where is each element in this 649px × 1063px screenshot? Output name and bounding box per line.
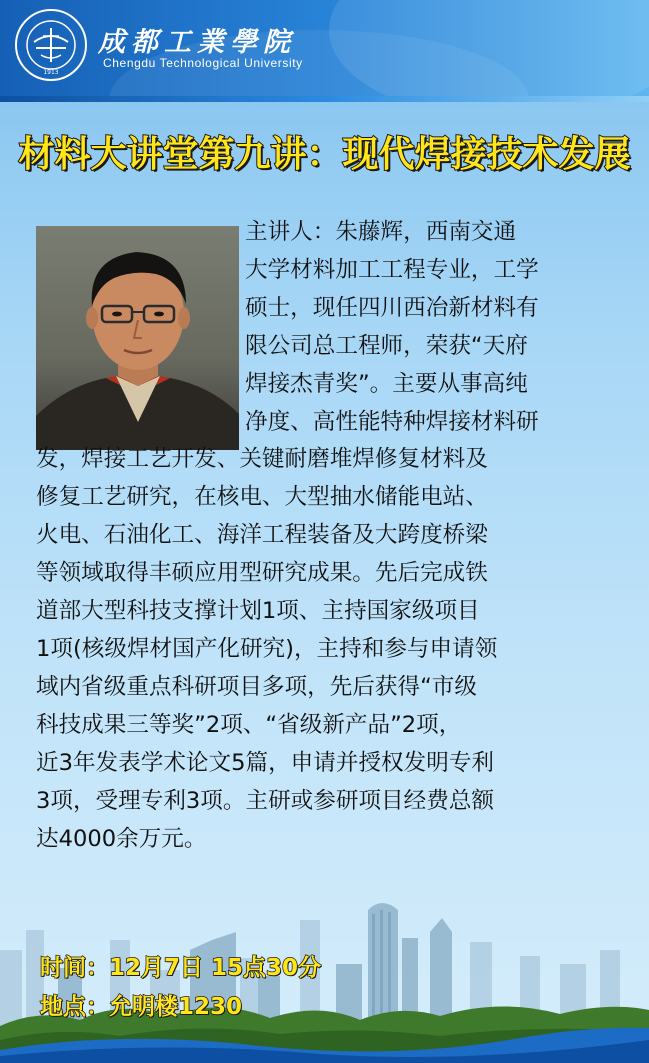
bio-line: 近3年发表学术论文5篇，申请并授权发明专利 [36, 749, 495, 776]
bio-line: 主讲人：朱藤辉，西南交通 [245, 219, 517, 245]
bio-line: 发，焊接工艺开发、关键耐磨堆焊修复材料及 [36, 446, 488, 473]
lecture-title: 材料大讲堂第九讲：现代焊接技术发展 [18, 134, 631, 175]
bio-line: 科技成果三等奖”2项、“省级新产品”2项， [36, 711, 462, 738]
bio-line: 修复工艺研究，在核电、大型抽水储能电站、 [36, 484, 488, 511]
bio-line: 净度、高性能特种焊接材料研 [245, 408, 539, 435]
bio-line: 道部大型科技支撑计划1项、主持国家级项目 [36, 598, 480, 625]
speaker-biography [36, 214, 611, 858]
lecture-time: 时间：12月7日 15点30分 [40, 955, 322, 981]
bio-line: 域内省级重点科研项目多项，先后获得“市级 [36, 673, 477, 700]
bio-line: 等领域取得丰硕应用型研究成果。先后完成铁 [36, 560, 488, 587]
bio-line: 3项，受理专利3项。主研或参研项目经费总额 [36, 787, 495, 814]
bio-line: 1项(核级焊材国产化研究)，主持和参与申请领 [36, 635, 498, 662]
university-emblem-icon [14, 8, 88, 82]
emblem-year: 1913 [43, 69, 59, 76]
school-name-chinese: 成都工業學院 [98, 27, 296, 58]
lecture-location: 地点：允明楼1230 [40, 994, 243, 1020]
bio-line: 限公司总工程师，荣获“天府 [245, 332, 528, 359]
bio-line: 达4000余万元。 [36, 825, 207, 852]
bio-line: 火电、石油化工、海洋工程装备及大跨度桥梁 [36, 522, 488, 549]
header-divider [0, 96, 649, 102]
bio-line: 焊接杰青奖”。主要从事高纯 [245, 370, 528, 397]
school-header-band [0, 0, 649, 96]
bio-line: 硕士，现任四川西冶新材料有 [245, 294, 539, 321]
bio-line: 大学材料加工工程专业，工学 [245, 256, 539, 283]
school-name-english: Chengdu Technological University [103, 56, 303, 70]
